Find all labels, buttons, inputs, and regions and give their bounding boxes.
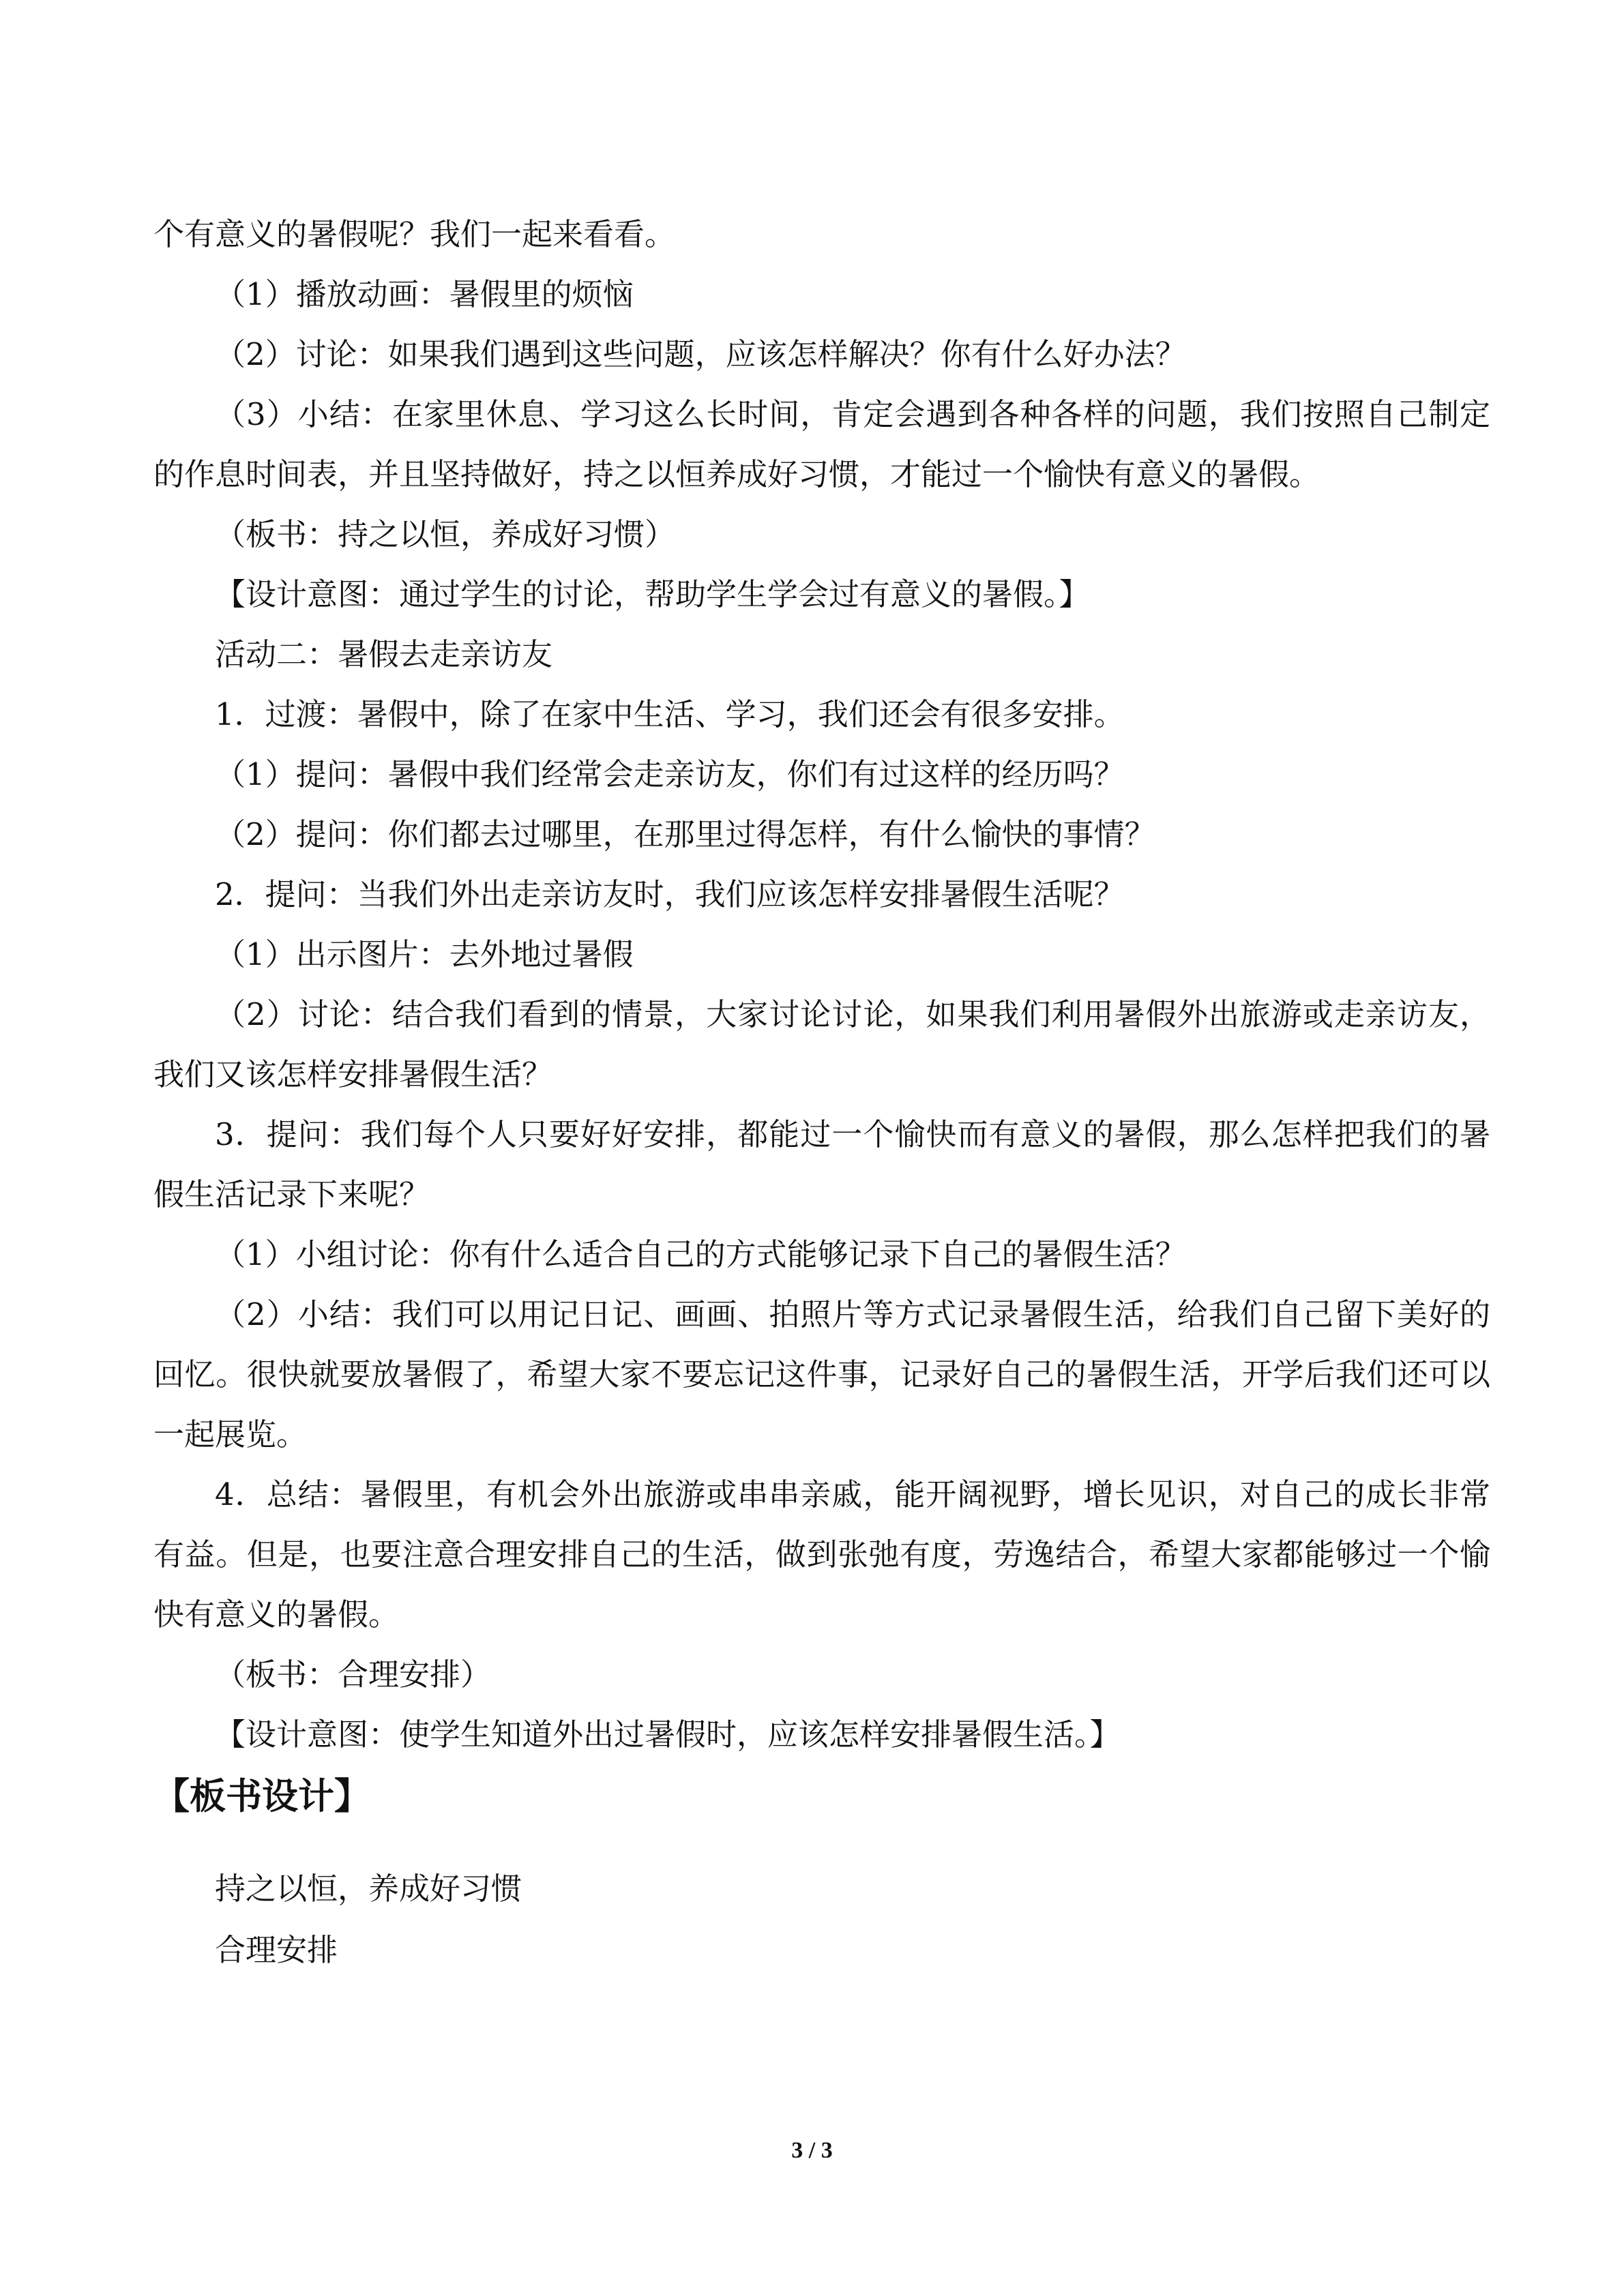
- paragraph: （2）讨论：结合我们看到的情景，大家讨论讨论，如果我们利用暑假外出旅游或走亲访友，我们又该怎样安排暑假生活？: [153, 996, 1490, 1092]
- design-intent-note: 【设计意图：使学生知道外出过暑假时，应该怎样安排暑假生活。】: [215, 1716, 1121, 1753]
- paragraph: 4．总结：暑假里，有机会外出旅游或串串亲戚，能开阔视野，增长见识，对自己的成长非常有益。但是，也要注意合理安排自己的生活，做到张弛有度，劳逸结合，希望大家都能够过一个愉快有意义的暑假。: [153, 1476, 1490, 1632]
- paragraph: （2）小结：我们可以用记日记、画画、拍照片等方式记录暑假生活，给我们自己留下美好的回忆。很快就要放暑假了，希望大家不要忘记这件事，记录好自己的暑假生活，开学后我们还可以一起展览。: [153, 1296, 1490, 1452]
- activity-title: 活动二：暑假去走亲访友: [215, 636, 553, 672]
- paragraph: 3．提问：我们每个人只要好好安排，都能过一个愉快而有意义的暑假，那么怎样把我们的暑假生活记录下来呢？: [153, 1116, 1490, 1212]
- paragraph: （1）提问：暑假中我们经常会走亲访友，你们有过这样的经历吗？: [215, 756, 1125, 792]
- paragraph: 2．提问：当我们外出走亲访友时，我们应该怎样安排暑假生活呢？: [215, 876, 1125, 912]
- paragraph: （板书：持之以恒，养成好习惯）: [215, 516, 676, 552]
- paragraph: 1．过渡：暑假中，除了在家中生活、学习，我们还会有很多安排。: [215, 696, 1125, 732]
- paragraph: （1）出示图片：去外地过暑假: [215, 936, 634, 972]
- paragraph: （2）提问：你们都去过哪里，在那里过得怎样，有什么愉快的事情？: [215, 816, 1155, 852]
- design-intent-note: 【设计意图：通过学生的讨论，帮助学生学会过有意义的暑假。】: [215, 576, 1090, 612]
- board-design: [215, 1858, 522, 1981]
- paragraph: （板书：合理安排）: [215, 1656, 492, 1693]
- page-number: 3 / 3: [791, 2138, 833, 2163]
- section-heading: 【板书设计】: [153, 1776, 370, 1817]
- paragraph: （3）小结：在家里休息、学习这么长时间，肯定会遇到各种各样的问题，我们按照自己制定的作息时间表，并且坚持做好，持之以恒养成好习惯，才能过一个愉快有意义的暑假。: [153, 396, 1490, 492]
- paragraph: （1）播放动画：暑假里的烦恼: [215, 276, 634, 312]
- board-line: 持之以恒，养成好习惯: [215, 1870, 522, 1907]
- board-line: 合理安排: [215, 1932, 338, 1968]
- paragraph: （2）讨论：如果我们遇到这些问题，应该怎样解决？你有什么好办法？: [215, 336, 1186, 372]
- lesson-body: [153, 205, 1490, 1765]
- paragraph: 个有意义的暑假呢？我们一起来看看。: [153, 216, 676, 252]
- paragraph: （1）小组讨论：你有什么适合自己的方式能够记录下自己的暑假生活？: [215, 1236, 1186, 1272]
